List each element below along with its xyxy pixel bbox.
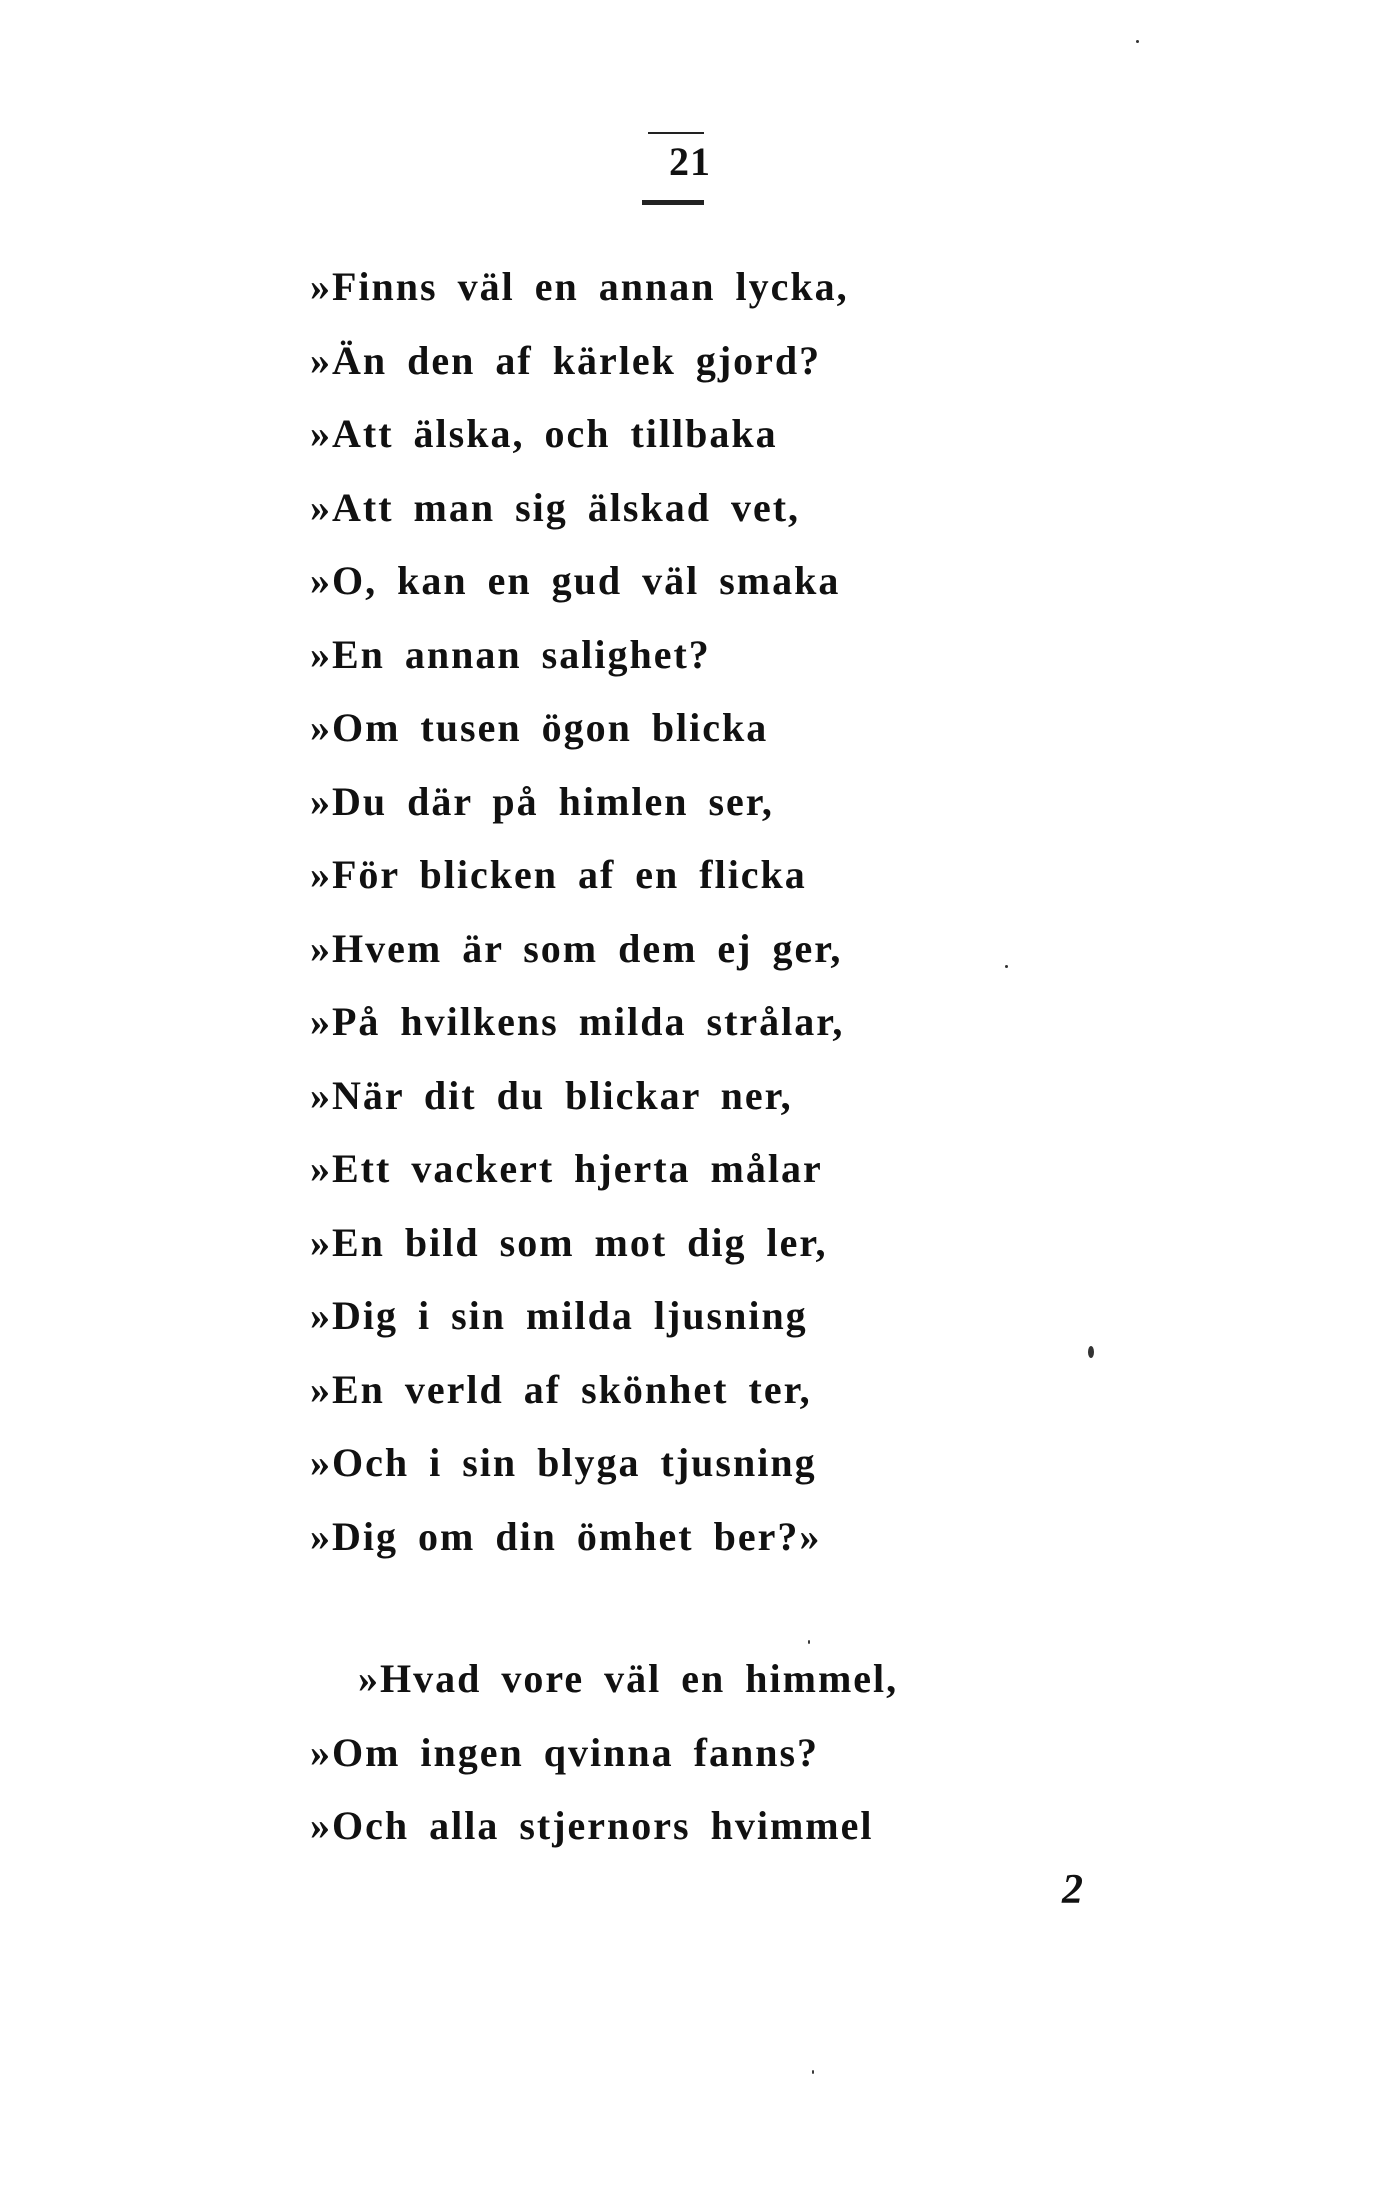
- poem-line: »Dig om din ömhet ber?»: [310, 1513, 822, 1559]
- scan-speck: [808, 1640, 810, 1644]
- poem-line: »Dig i sin milda ljusning: [310, 1293, 808, 1338]
- scan-speck: [1005, 965, 1008, 968]
- page-number-overline: [648, 132, 704, 134]
- poem-line: »På hvilkens milda strålar,: [310, 999, 845, 1044]
- scan-speck: [1088, 1346, 1094, 1358]
- poem-line: »Om ingen qvinna fanns?: [310, 1729, 820, 1775]
- poem-line: »Och i sin blyga tjusning: [310, 1440, 817, 1485]
- poem-line: »Du där på himlen ser,: [310, 778, 774, 824]
- poem-line: »Ett vackert hjerta målar: [310, 1146, 823, 1191]
- poem-line: »O, kan en gud väl smaka: [310, 558, 841, 603]
- poem-line: »När dit du blickar ner,: [310, 1072, 793, 1118]
- scan-speck: [812, 2070, 814, 2074]
- page-number: 21: [669, 139, 711, 184]
- poem-stanza-1: [310, 250, 849, 1573]
- signature-mark: 2: [1062, 1867, 1083, 1913]
- poem-line: »En bild som mot dig ler,: [310, 1219, 828, 1265]
- scan-speck: [1136, 40, 1139, 43]
- poem-line: »En annan salighet?: [310, 631, 711, 677]
- poem-line: »För blicken af en flicka: [310, 852, 807, 897]
- poem-line: »Och alla stjernors hvimmel: [310, 1803, 874, 1848]
- poem-line: »Hvem är som dem ej ger,: [310, 925, 843, 971]
- poem-line: »Hvad vore väl en himmel,: [358, 1656, 899, 1701]
- poem-line: »Än den af kärlek gjord?: [310, 337, 822, 383]
- poem-line: »Om tusen ögon blicka: [310, 705, 769, 750]
- poem-stanza-2: [310, 1642, 898, 1863]
- poem-line: »Att man sig älskad vet,: [310, 484, 801, 530]
- poem-line: »Finns väl en annan lycka,: [310, 264, 849, 309]
- poem-line: »Att älska, och tillbaka: [310, 411, 778, 456]
- page-number-underline: [642, 200, 704, 205]
- poem-line: »En verld af skönhet ter,: [310, 1366, 812, 1412]
